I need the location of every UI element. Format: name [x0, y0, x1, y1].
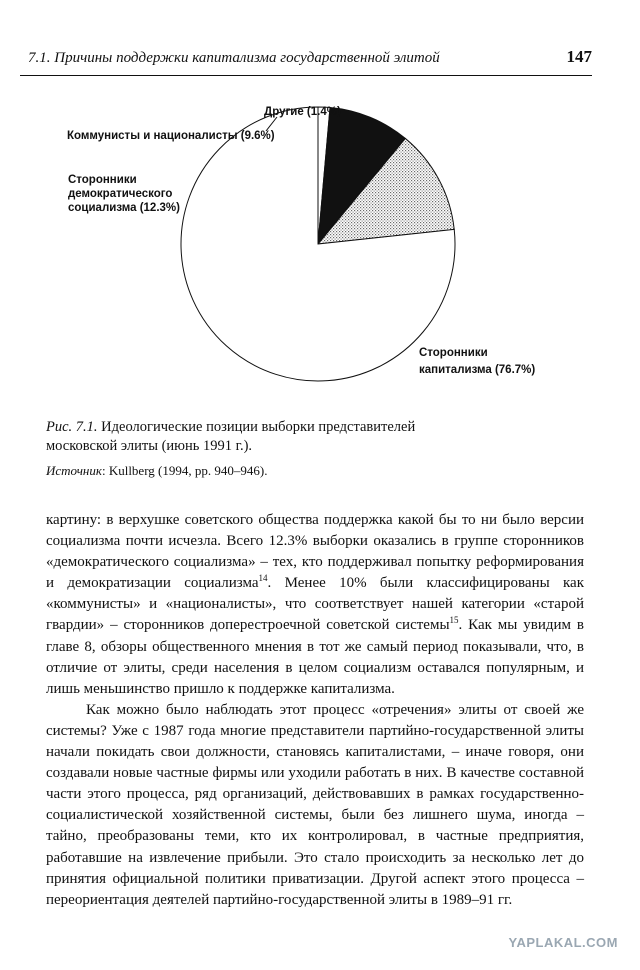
footnote-ref-15: 15: [449, 615, 459, 626]
paragraph-1: [46, 510, 584, 700]
slice-label-capitalism-2: капитализма (76.7%): [419, 364, 536, 376]
header-title: 7.1. Причины поддержки капитализма государственной элитой: [28, 50, 440, 66]
source-prefix: Источник: [46, 463, 102, 478]
slice-label-communists: Коммунисты и националисты (9.6%): [67, 130, 275, 142]
paragraph-1-part-b: . Менее 10% были классифицированы как «коммунисты» и «националисты», что соответствует нашей категории «старой гвардии» – сторонников доперестроечной советской системы: [46, 575, 585, 634]
slice-label-dem-socialism-1: Сторонники: [68, 174, 137, 186]
figure-source: [46, 463, 566, 479]
caption-prefix: Рис. 7.1.: [46, 419, 98, 435]
caption-line1: Идеологические позиции выборки представителей: [101, 419, 416, 435]
figure-caption: [46, 418, 566, 456]
paragraph-1-part-c: . Как мы увидим в главе 8, обзоры общественного мнения в тот же самый период показывали, что, в отличие от элиты, среди населения в целом социализм оставался популярным, и лишь меньшинство пришло к поддержке капитализма.: [46, 617, 584, 697]
page-number: 147: [566, 47, 592, 66]
caption-line2: московской элиты (июнь 1991 г.).: [46, 438, 253, 454]
watermark: YAPLAKAL.COM: [508, 935, 618, 950]
slice-label-dem-socialism-3: социализма (12.3%): [68, 202, 180, 214]
slice-label-others: Другие (1.4%): [264, 106, 341, 118]
paragraph-2: Как можно было наблюдать этот процесс «отречения» элиты от своей же системы? Уже с 1987 года многие представители партийно-государственной элиты начали покидать свои должности, становясь капиталистами, – иначе говоря, они создавали новые частные фирмы или уходили работать в них. В качестве составной части этого процесса, ряд организаций, действовавших в рамках государственно-социалистической хозяйственной системы, были без лишнего шума, иногда – тайно, преобразованы теми, кто их контролировал, в частные предприятия, работавшие на извлечение прибыли. Это стало происходить за несколько лет до принятия официальной политики приватизации. Другой аспект этого процесса – переориентация деятелей партийно-государственной элиты в 1989–91 гг.: [46, 701, 584, 908]
pie-chart: [0, 0, 640, 420]
paragraph-1-part-a: картину: в верхушке советского общества поддержка какой бы то ни было версии социализма почти исчезла. Всего 12.3% выборки оказались в группе сторонников «демократического социализма» – тех, кто поддерживал попытку реформирования и демократизации социализма: [46, 512, 584, 592]
footnote-ref-14: 14: [258, 573, 268, 584]
source-text: : Kullberg (1994, pp. 940–946).: [101, 463, 268, 478]
slice-label-dem-socialism-2: демократического: [68, 188, 173, 200]
slice-label-capitalism-1: Сторонники: [419, 347, 488, 359]
body-text: [46, 510, 584, 911]
